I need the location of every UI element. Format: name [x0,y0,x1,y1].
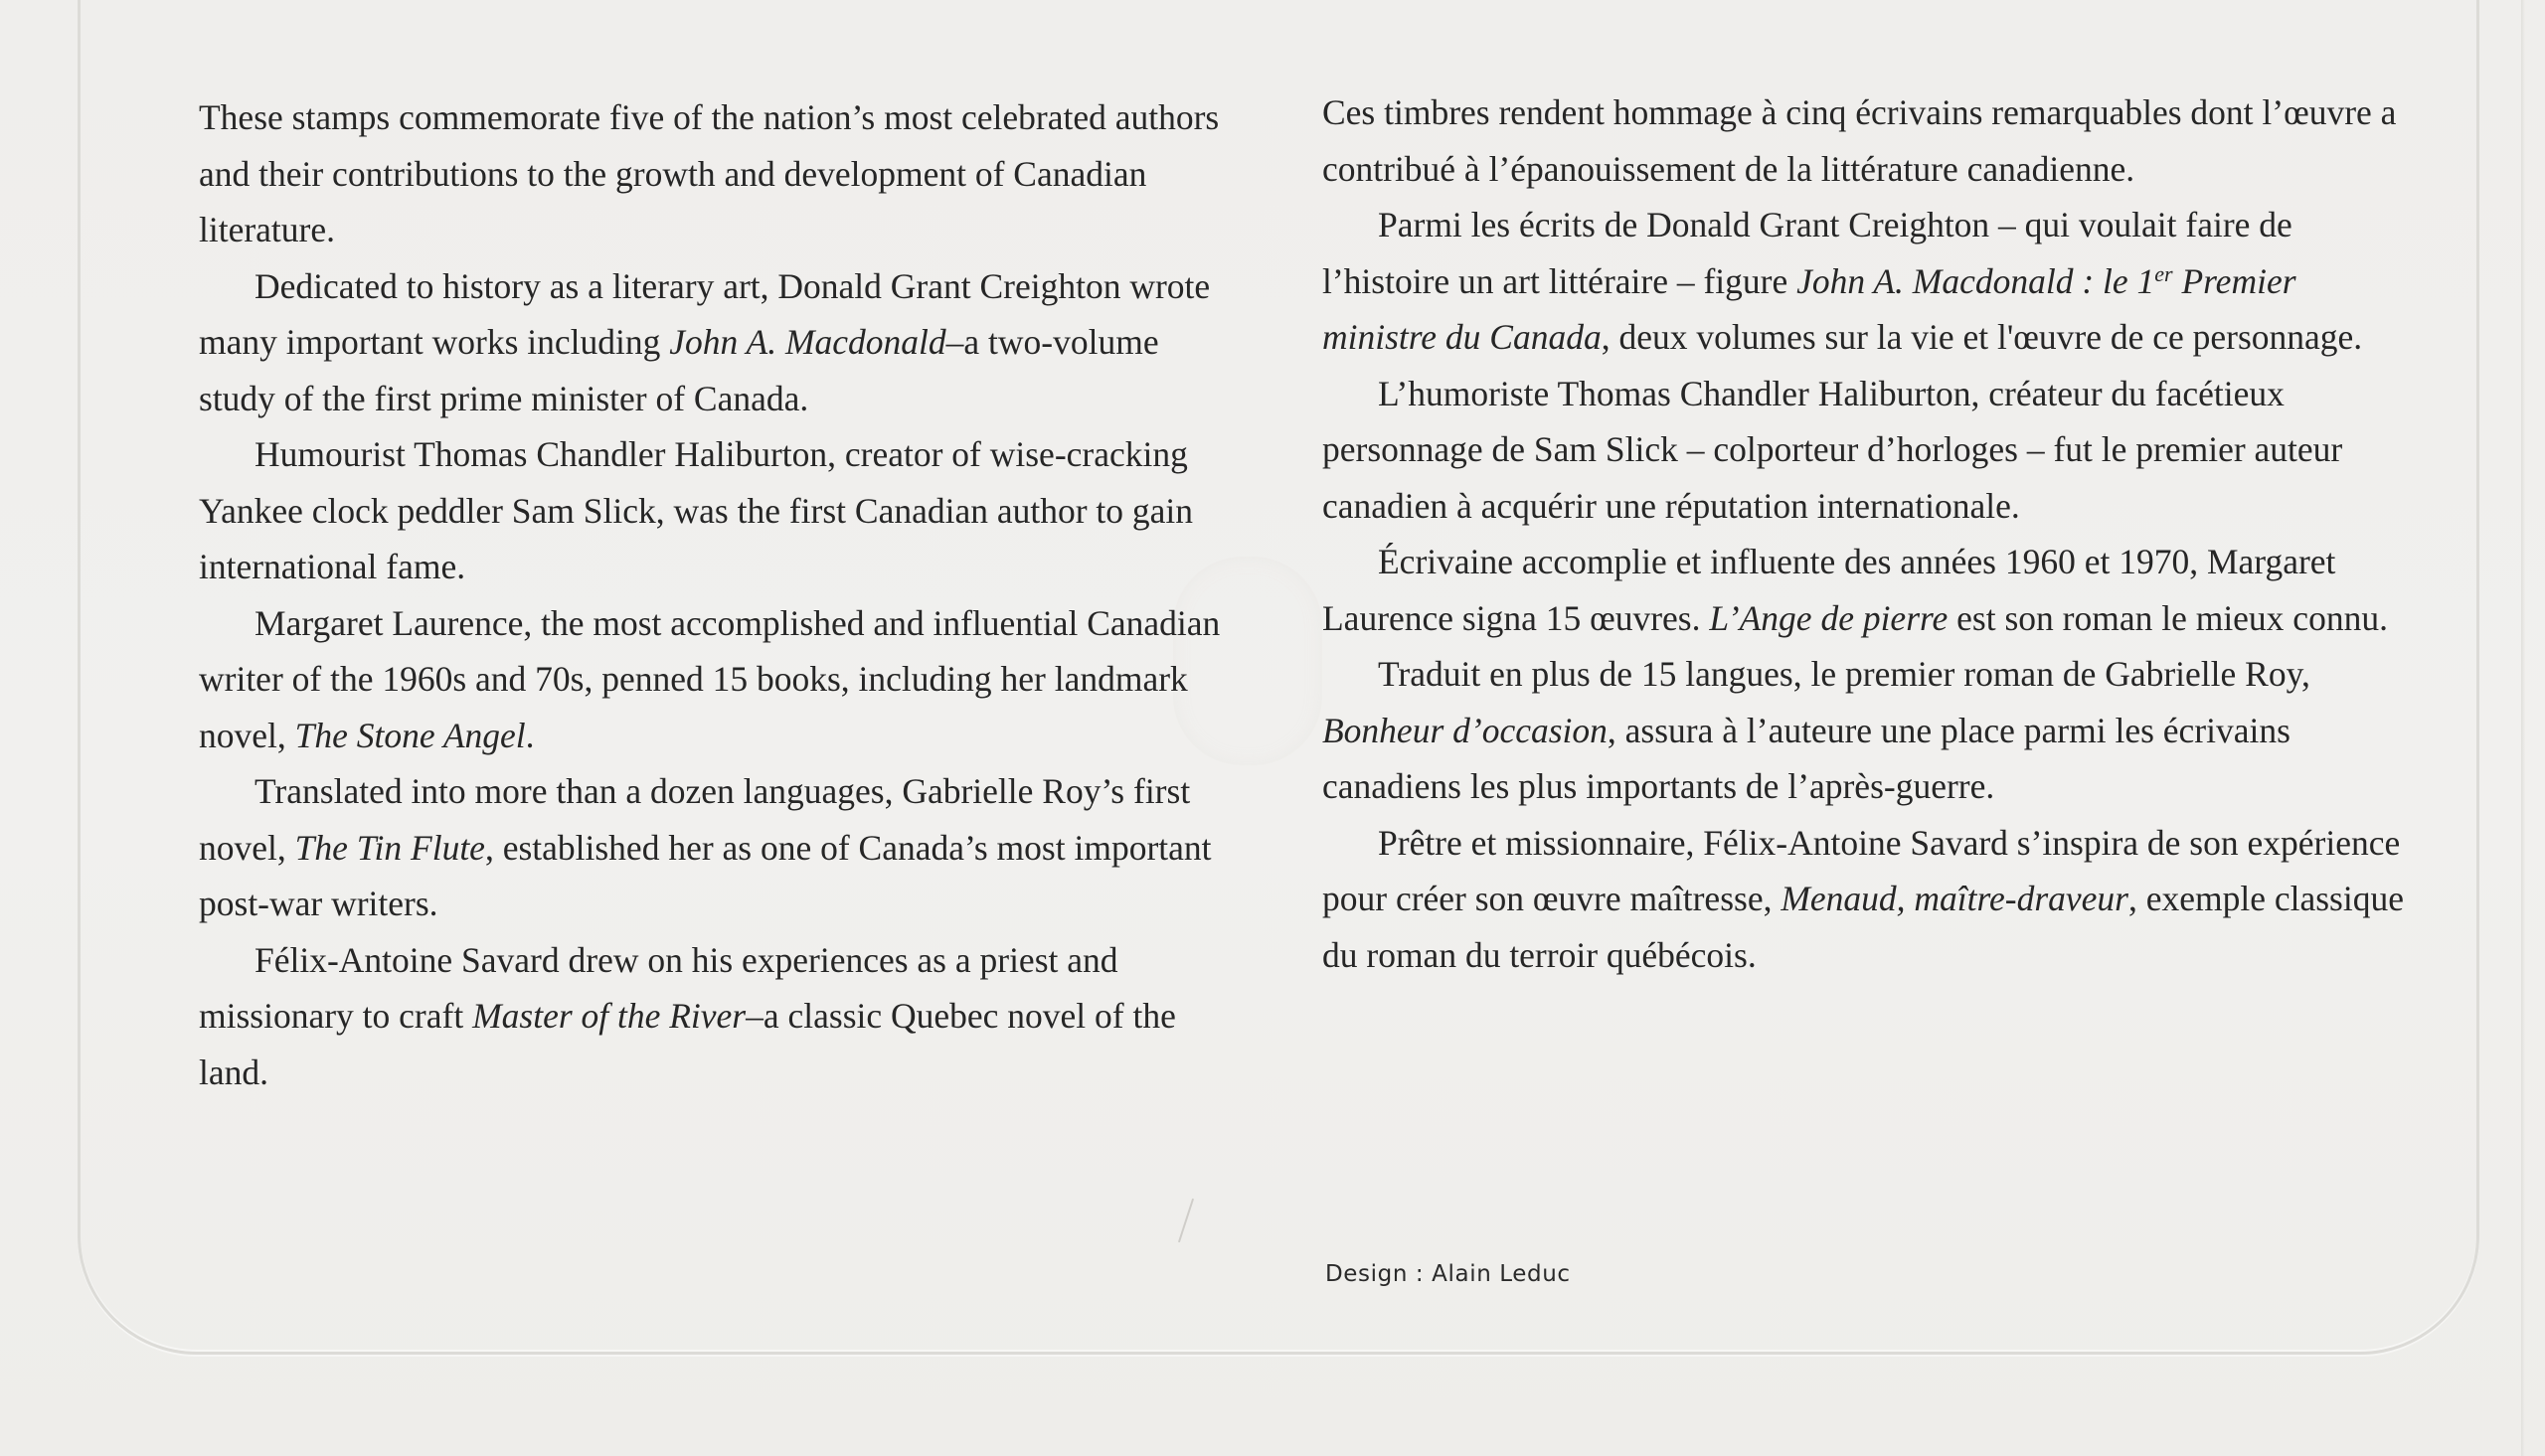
english-haliburton-text: Humourist Thomas Chandler Haliburton, creator of wise-cracking Yankee clock peddler Sam Slick, was the first Canadian author to gain international fame. [199,434,1194,586]
english-paragraph-laurence [199,595,1243,764]
french-creighton-title-part-2: Premier ministre du Canada [1322,260,2296,357]
english-savard-text-end: –a classic Quebec novel of the land. [199,996,1176,1092]
english-paragraph-haliburton [199,426,1243,595]
french-laurence-book-title: L’Ange de pierre [1709,597,1949,638]
french-laurence-text: Écrivaine accomplie et influente des années 1960 et 1970, Margaret Laurence signa 15 œuvres. [1322,542,2336,638]
french-savard-book-title: Menaud, maître-draveur [1781,879,2128,918]
english-laurence-text-end: . [525,715,535,755]
english-laurence-text: Margaret Laurence, the most accomplished and influential Canadian writer of the 1960s and 70s, penned 15 books, including her landmark novel, [199,602,1221,755]
french-paragraph-haliburton [1322,366,2416,535]
design-credit: Design : Alain Leduc [1325,1261,1571,1287]
french-creighton-title-part-1: John A. Macdonald : le 1 [1796,260,2155,301]
english-savard-book-title: Master of the River [472,996,747,1036]
french-creighton-text: Parmi les écrits de Donald Grant Creighton – qui voulait faire de l’histoire un art littéraire – figure [1322,205,2292,301]
french-roy-text: Traduit en plus de 15 langues, le premier roman de Gabrielle Roy, [1378,654,2310,694]
french-paragraph-roy [1322,646,2416,815]
french-text-column [1322,84,2416,983]
english-paragraph-intro [199,89,1243,258]
english-creighton-text-end: –a two-volume study of the first prime minister of Canada. [199,322,1159,418]
french-paragraph-creighton [1322,197,2416,366]
french-haliburton-text: L’humoriste Thomas Chandler Haliburton, créateur du facétieux personnage de Sam Slick – colporteur d’horloges – fut le premier auteur canadien à acquérir une réputation internationale. [1322,373,2343,526]
english-paragraph-savard [199,932,1243,1101]
english-roy-text: Translated into more than a dozen languages, Gabrielle Roy’s first novel, [199,771,1191,868]
english-creighton-book-title: John A. Macdonald [669,322,946,362]
french-creighton-text-end: , deux volumes sur la vie et l'œuvre de ce personnage. [1601,317,2363,357]
english-savard-text: Félix-Antoine Savard drew on his experiences as a priest and missionary to craft [199,939,1118,1036]
french-intro-text: Ces timbres rendent hommage à cinq écrivains remarquables dont l’œuvre a contribué à l’épanouissement de la littérature canadienne. [1322,92,2397,189]
english-text-column [199,89,1243,1100]
french-roy-text-end: , assura à l’auteure une place parmi les écrivains canadiens les plus importants de l’après-guerre. [1322,710,2290,806]
french-roy-book-title: Bonheur d’occasion [1322,710,1608,750]
french-paragraph-laurence [1322,534,2416,646]
english-roy-book-title: The Tin Flute [294,827,485,868]
english-roy-text-end: , established her as one of Canada’s most important post-war writers. [199,827,1212,923]
english-creighton-text: Dedicated to history as a literary art, Donald Grant Creighton wrote many important works including [199,265,1211,362]
english-laurence-book-title: The Stone Angel [294,715,526,755]
french-paragraph-intro [1322,84,2416,197]
french-paragraph-savard [1322,815,2416,984]
envelope-edge [2521,0,2525,1456]
french-savard-text-end: , exemple classique du roman du terroir québécois. [1322,879,2404,975]
french-savard-text: Prêtre et missionnaire, Félix-Antoine Savard s’inspira de son expérience pour créer son œuvre maîtresse, [1322,822,2401,918]
english-paragraph-roy [199,763,1243,932]
french-creighton-title-superscript: er [2154,260,2173,286]
english-paragraph-creighton [199,258,1243,427]
english-intro-text: These stamps commemorate five of the nation’s most celebrated authors and their contributions to the growth and development of Canadian literature. [199,97,1220,249]
french-laurence-text-end: est son roman le mieux connu. [1948,597,2388,638]
